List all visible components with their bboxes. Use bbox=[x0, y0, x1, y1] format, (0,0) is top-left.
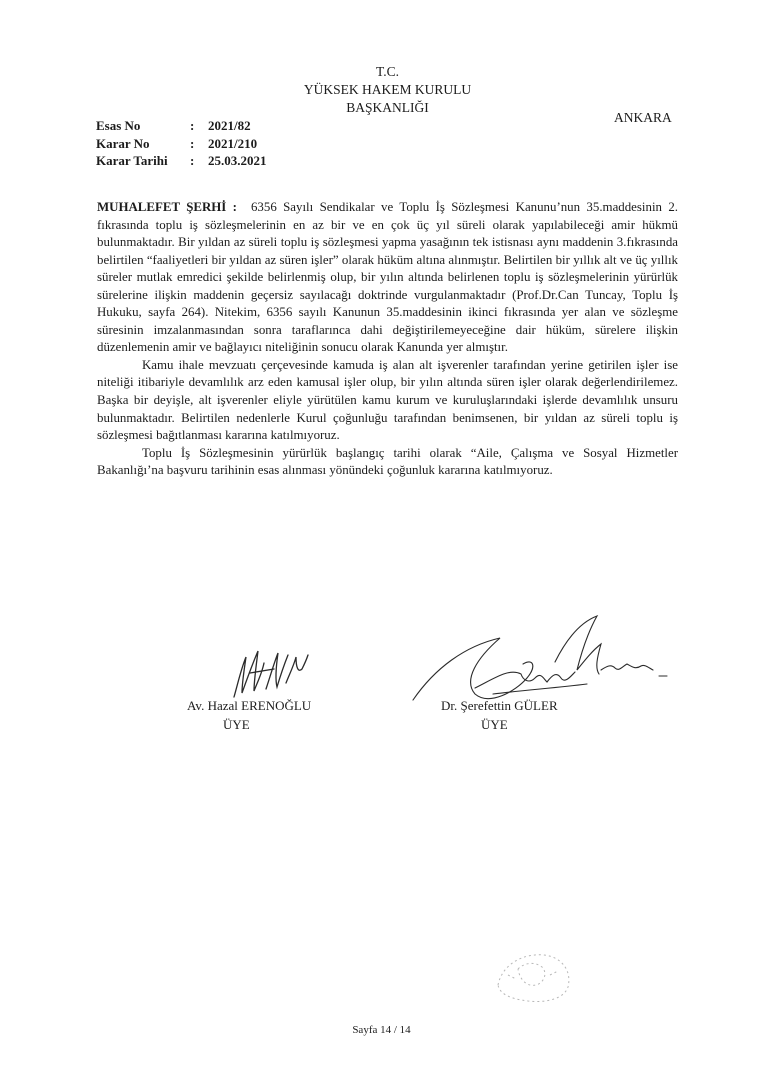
page-number: Sayfa 14 / 14 bbox=[352, 1024, 411, 1036]
paragraph-1-text: 6356 Sayılı Sendikalar ve Toplu İş Sözleşmesi Kanunu’nun 35.maddesinin 2. fıkrasında toplu iş sözleşmelerinin en az bir ve en çok üç yıl süreli olarak yapılabileceği amir hükmü bulunmaktadır. Bir yıldan az süreli toplu iş sözleşmesi yapma yasağının tek istisnası aynı maddenin 3.fıkrasında belirtilen “faaliyetleri bir yıldan az süren işler” olarak hüküm altına alınmıştır. Belirtilen bir yıllık alt ve üç yıllık süreler mutlak emredici şekilde belirlenmiş olup, bir yılın altında belirlenen toplu iş sözleşmelerinin yürürlük sürelerine ilişkin maddenin geçersiz sayılacağı doktrinde vurgulanmaktadır (Prof.Dr.Can Tuncay, Toplu İş Hukuku, sayfa 264). Nitekim, 6356 sayılı Kanunun 35.maddesinin ikinci fıkrasında yer alan ve sözleşme süresinin imzalanmasından sonra taraflarınca dahi değiştirilemeyeceğine dair hüküm, sürelere ilişkin düzenlemenin amir ve bağlayıcı niteliğinin sonucu olarak Kanunda yer almıştır. bbox=[97, 200, 679, 355]
header-country: T.C. bbox=[376, 64, 399, 79]
meta-value: 2021/210 bbox=[208, 136, 258, 151]
signatory-name: Av. Hazal ERENOĞLU bbox=[187, 698, 312, 713]
meta-colon: : bbox=[190, 118, 195, 133]
meta-label: Karar Tarihi bbox=[96, 153, 168, 168]
header-institution: YÜKSEK HAKEM KURULU bbox=[303, 82, 472, 97]
signatory-name: Dr. Şerefettin GÜLER bbox=[441, 698, 558, 713]
meta-colon: : bbox=[190, 153, 195, 168]
meta-value: 25.03.2021 bbox=[208, 153, 267, 168]
paragraph-1 bbox=[97, 199, 678, 357]
signature-left bbox=[230, 643, 320, 703]
signatory-left bbox=[187, 697, 312, 732]
dissent-body bbox=[97, 199, 678, 480]
stamp-imprint bbox=[488, 945, 578, 1005]
city-label: ANKARA bbox=[614, 110, 672, 125]
meta-value: 2021/82 bbox=[208, 118, 251, 133]
signatory-role: ÜYE bbox=[481, 717, 508, 732]
meta-colon: : bbox=[190, 136, 195, 151]
meta-label: Esas No bbox=[96, 118, 141, 133]
signatory-right bbox=[441, 697, 558, 732]
meta-label: Karar No bbox=[96, 136, 150, 151]
signatory-role: ÜYE bbox=[223, 717, 250, 732]
paragraph-2: Kamu ihale mevzuatı çerçevesinde kamuda iş alan alt işverenler tarafından yerine getirilen işler ise niteliği itibariyle devamlılık arz eden kamusal işler olup, bir yılın altında süren işler olarak değerlendirilemez. Başka bir deyişle, alt işverenler eliyle yürütülen kamu kurum ve kuruluşlarındaki işlerde devamlılık unsuru bulunmaktadır. Belirtilen nedenlerle Kurul çoğunluğu tarafından benimsenen, bir yıldan az süreli toplu iş sözleşmesi bağıtlanması kararına katılmıyoruz. bbox=[97, 357, 678, 443]
paragraph-3: Toplu İş Sözleşmesinin yürürlük başlangıç tarihi olarak “Aile, Çalışma ve Sosyal Hizmetler Bakanlığı’na başvuru tarihinin esas alınması yönündeki çoğunluk kararına katılmıyoruz. bbox=[97, 445, 678, 478]
dissent-heading: MUHALEFET ŞERHİ : bbox=[97, 200, 237, 214]
header-presidency: BAŞKANLIĞI bbox=[346, 100, 429, 115]
